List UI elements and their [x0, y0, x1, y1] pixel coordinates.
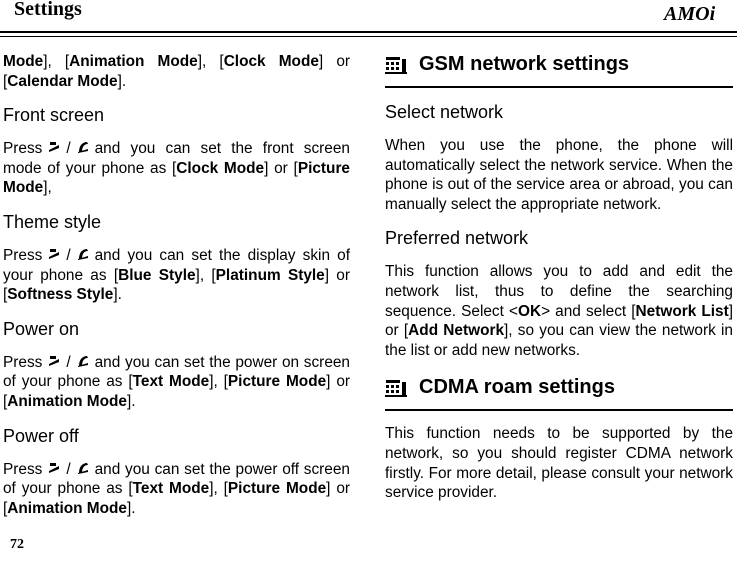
paragraph-continued: Mode], [Animation Mode], [Clock Mode] or [Calendar Mode].: [3, 53, 351, 90]
right-softkey-icon: [76, 247, 90, 261]
header-rule-thin: [0, 36, 737, 37]
amoi-logo: [662, 2, 734, 24]
front-screen-text: Press / and you can set the front screen mode of your phone as [Clock Mode] or [Picture Mode],: [3, 140, 350, 197]
theme-style-text: Press / and you can set the display skin of your phone as [Blue Style], [Platinum Style] or [Softness Style].: [3, 246, 350, 304]
header-rule: [0, 31, 737, 33]
page-number: 72: [10, 537, 24, 552]
gsm-section-title: [385, 52, 733, 84]
svg-text:AMOi: AMOi: [664, 3, 716, 24]
right-softkey-icon: [76, 461, 90, 475]
power-on-text: Press / and you can set the power on screen of your phone as [Text Mode], [Picture Mode] or [Animation Mode].: [3, 353, 351, 410]
right-softkey-icon: [76, 140, 90, 154]
right-column: [385, 52, 733, 503]
power-off-heading: Power off: [3, 425, 79, 446]
phone-keypad-icon: [385, 379, 407, 397]
gsm-title-rule: [385, 86, 733, 88]
cdma-section-title: [385, 375, 733, 407]
left-softkey-icon: [47, 354, 61, 368]
page-header-title: Settings: [14, 0, 82, 20]
cdma-title-rule: [385, 409, 733, 411]
gsm-title: GSM network settings: [419, 53, 630, 75]
cdma-text: This function needs to be supported by the network, so you should register CDMA network firstly. For more detail, please consult your network service provider.: [385, 425, 733, 502]
preferred-network-text: This function allows you to add and edit the network list, thus to define the searching sequence. Select <OK> and select [Network List] or [Add Network], so you can view the network in the list or add new networks.: [385, 263, 734, 359]
right-softkey-icon: [76, 354, 90, 368]
left-softkey-icon: [47, 247, 61, 261]
select-network-text: When you use the phone, the phone will automatically select the network service. When the phone is out of the service area or abroad, you can manually select the appropriate network.: [385, 137, 733, 213]
theme-style-heading: Theme style: [3, 211, 102, 232]
preferred-network-heading: Preferred network: [385, 228, 529, 249]
left-softkey-icon: [47, 461, 61, 475]
power-on-heading: Power on: [3, 318, 80, 339]
power-off-text: Press / and you can set the power off screen of your phone as [Text Mode], [Picture Mode] or [Animation Mode].: [3, 460, 351, 517]
phone-keypad-icon: [385, 56, 407, 74]
left-column: [3, 52, 350, 518]
select-network-heading: Select network: [385, 102, 504, 122]
front-screen-heading: Front screen: [3, 105, 105, 126]
left-softkey-icon: [47, 140, 61, 154]
cdma-title: CDMA roam settings: [419, 376, 615, 399]
